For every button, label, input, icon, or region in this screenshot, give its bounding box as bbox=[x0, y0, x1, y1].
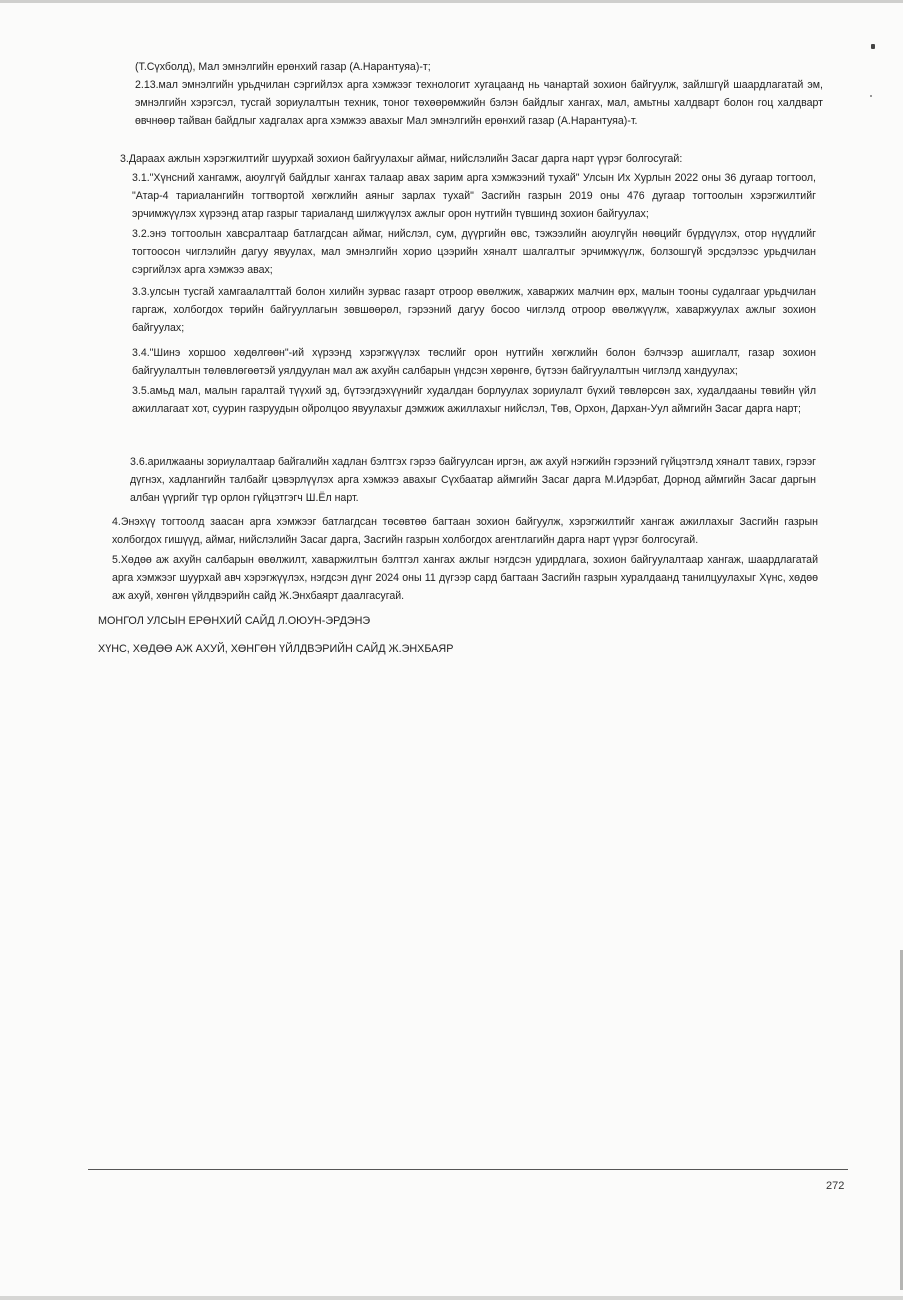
scan-top-edge bbox=[0, 0, 903, 3]
page-number: 272 bbox=[826, 1180, 845, 1192]
scan-speck bbox=[871, 44, 875, 49]
paragraph-3-2: 3.2.энэ тогтоолын хавсралтаар батлагдсан аймаг, нийслэл, сум, дүүргийн өвс, тэжээлийн аюулгүйн нөөцийг бүрдүүлэх, отор нүүдлийг тогтоосон чиглэлийн дагуу явуулах, мал эмнэлгийн хорио цээрийн хяналт шалгалтыг эрчимжүүлж, болзошгүй эрсдэлээс урьдчилан сэргийлэх арга хэмжээ авах; bbox=[132, 228, 816, 276]
signature-minister: ХҮНС, ХӨДӨӨ АЖ АХУЙ, ХӨНГӨН ҮЙЛДВЭРИЙН САЙД Ж.ЭНХБАЯР bbox=[98, 643, 454, 655]
scan-bottom-edge bbox=[0, 1296, 903, 1300]
paragraph-3-1: 3.1."Хүнсний хангамж, аюулгүй байдлыг хангах талаар авах зарим арга хэмжээний тухай" Улсын Их Хурлын 2022 оны 36 дугаар тогтоол, "Атар-4 тариалангийн тогтвортой хөгжлийн аяныг зарлах тухай" Засгийн газрын 2019 оны 476 дугаар тогтоолын хэрэгжилтийг эрчимжүүлэх хүрээнд атар газрыг тариаланд шилжүүлэх ажлыг орон нутгийн түвшинд зохион байгуулах; bbox=[132, 172, 816, 220]
signature-prime-minister: МОНГОЛ УЛСЫН ЕРӨНХИЙ САЙД Л.ОЮУН-ЭРДЭНЭ bbox=[98, 615, 371, 627]
paragraph-3-5: 3.5.амьд мал, малын гаралтай түүхий эд, бүтээгдэхүүнийг худалдан борлуулах зориулалт бүхий төвлөрсөн зах, худалдааны төвийн үйл ажиллагаат хот, суурин газруудын ойролцоо явуулахыг дэмжиж ажиллахыг нийслэл, Төв, Орхон, Дархан-Уул аймгийн Засаг дарга нарт; bbox=[132, 385, 816, 415]
scan-speck bbox=[870, 95, 872, 97]
paragraph-5: 5.Хөдөө аж ахуйн салбарын өвөлжилт, хаваржилтын бэлтгэл хангах ажлыг нэгдсэн удирдлага, зохион байгуулалтаар хангаж, шаардлагатай арга хэмжээг шуурхай авч хэрэгжүүлэх, нэгдсэн дүнг 2024 оны 11 дүгээр сард багтаан Засгийн газрын хуралдаанд танилцуулахыг Хүнс, хөдөө аж ахуй, хөнгөн үйлдвэрийн сайд Ж.Энхбаярт даалгасугай. bbox=[112, 554, 818, 602]
paragraph-3-4: 3.4."Шинэ хоршоо хөдөлгөөн"-ий хүрээнд хэрэгжүүлэх төслийг орон нутгийн хөгжлийн болон бэлчээр ашиглалт, газар зохион байгуулалтын төлөвлөгөөтэй уялдуулан мал аж ахуйн салбарын үндсэн хөрөнгө, бүтээн байгуулалтын чиглэлд хандуулах; bbox=[132, 347, 816, 377]
paragraph-4: 4.Энэхүү тогтоолд заасан арга хэмжээг батлагдсан төсөвтөө багтаан зохион байгуулж, хэрэгжилтийг хангаж ажиллахыг Засгийн газрын холбогдох гишүүд, аймаг, нийслэлийн Засаг дарга, Засгийн газрын холбогдох агентлагийн дарга нарт үүрэг болгосугай. bbox=[112, 516, 818, 546]
paragraph-3-3: 3.3.улсын тусгай хамгаалалттай болон хилийн зурвас газарт отроор өвөлжиж, хаваржих малчин өрх, малын тооны судалгааг урьдчилан гаргаж, холбогдох төрийн байгууллагын зөвшөөрөл, гэрээний дагуу босоо чиглэлд отроор өвөлжүүлж, хаваржуулах ажлыг зохион байгуулах; bbox=[132, 286, 816, 334]
footer-rule bbox=[88, 1169, 848, 1170]
paragraph-continuation: (Т.Сүхболд), Мал эмнэлгийн ерөнхий газар (А.Нарантуяа)-т; bbox=[135, 61, 431, 73]
paragraph-2-13: 2.13.мал эмнэлгийн урьдчилан сэргийлэх арга хэмжээг технологит хугацаанд нь чанартай зохион байгуулж, зайлшгүй шаардлагатай эм, эмнэлгийн хэрэгсэл, тусгай зориулалтын техник, тоног төхөөрөмжийн бэлэн байдлыг хангах, мал, амьтны халдварт болон гоц халдварт өвчнөөр тайван байдлыг хадгалах арга хэмжээ авахыг Мал эмнэлгийн ерөнхий газар (А.Нарантуяа)-т. bbox=[135, 79, 823, 127]
paragraph-3-6: 3.6.арилжааны зориулалтаар байгалийн хадлан бэлтгэх гэрээ байгуулсан иргэн, аж ахуй нэгжийн гэрээний гүйцэтгэлд хяналт тавих, гэрээг дүгнэх, хадлангийн талбайг цэвэрлүүлэх арга хэмжээ авахыг Сүхбаатар аймгийн Засаг дарга М.Идэрбат, Дорнод аймгийн Засаг даргын албан үүргийг түр орлон гүйцэтгэгч Ш.Ёл нарт. bbox=[130, 456, 816, 504]
paragraph-3: 3.Дараах ажлын хэрэгжилтийг шуурхай зохион байгуулахыг аймаг, нийслэлийн Засаг дарга нарт үүрэг болгосугай: bbox=[120, 153, 683, 165]
